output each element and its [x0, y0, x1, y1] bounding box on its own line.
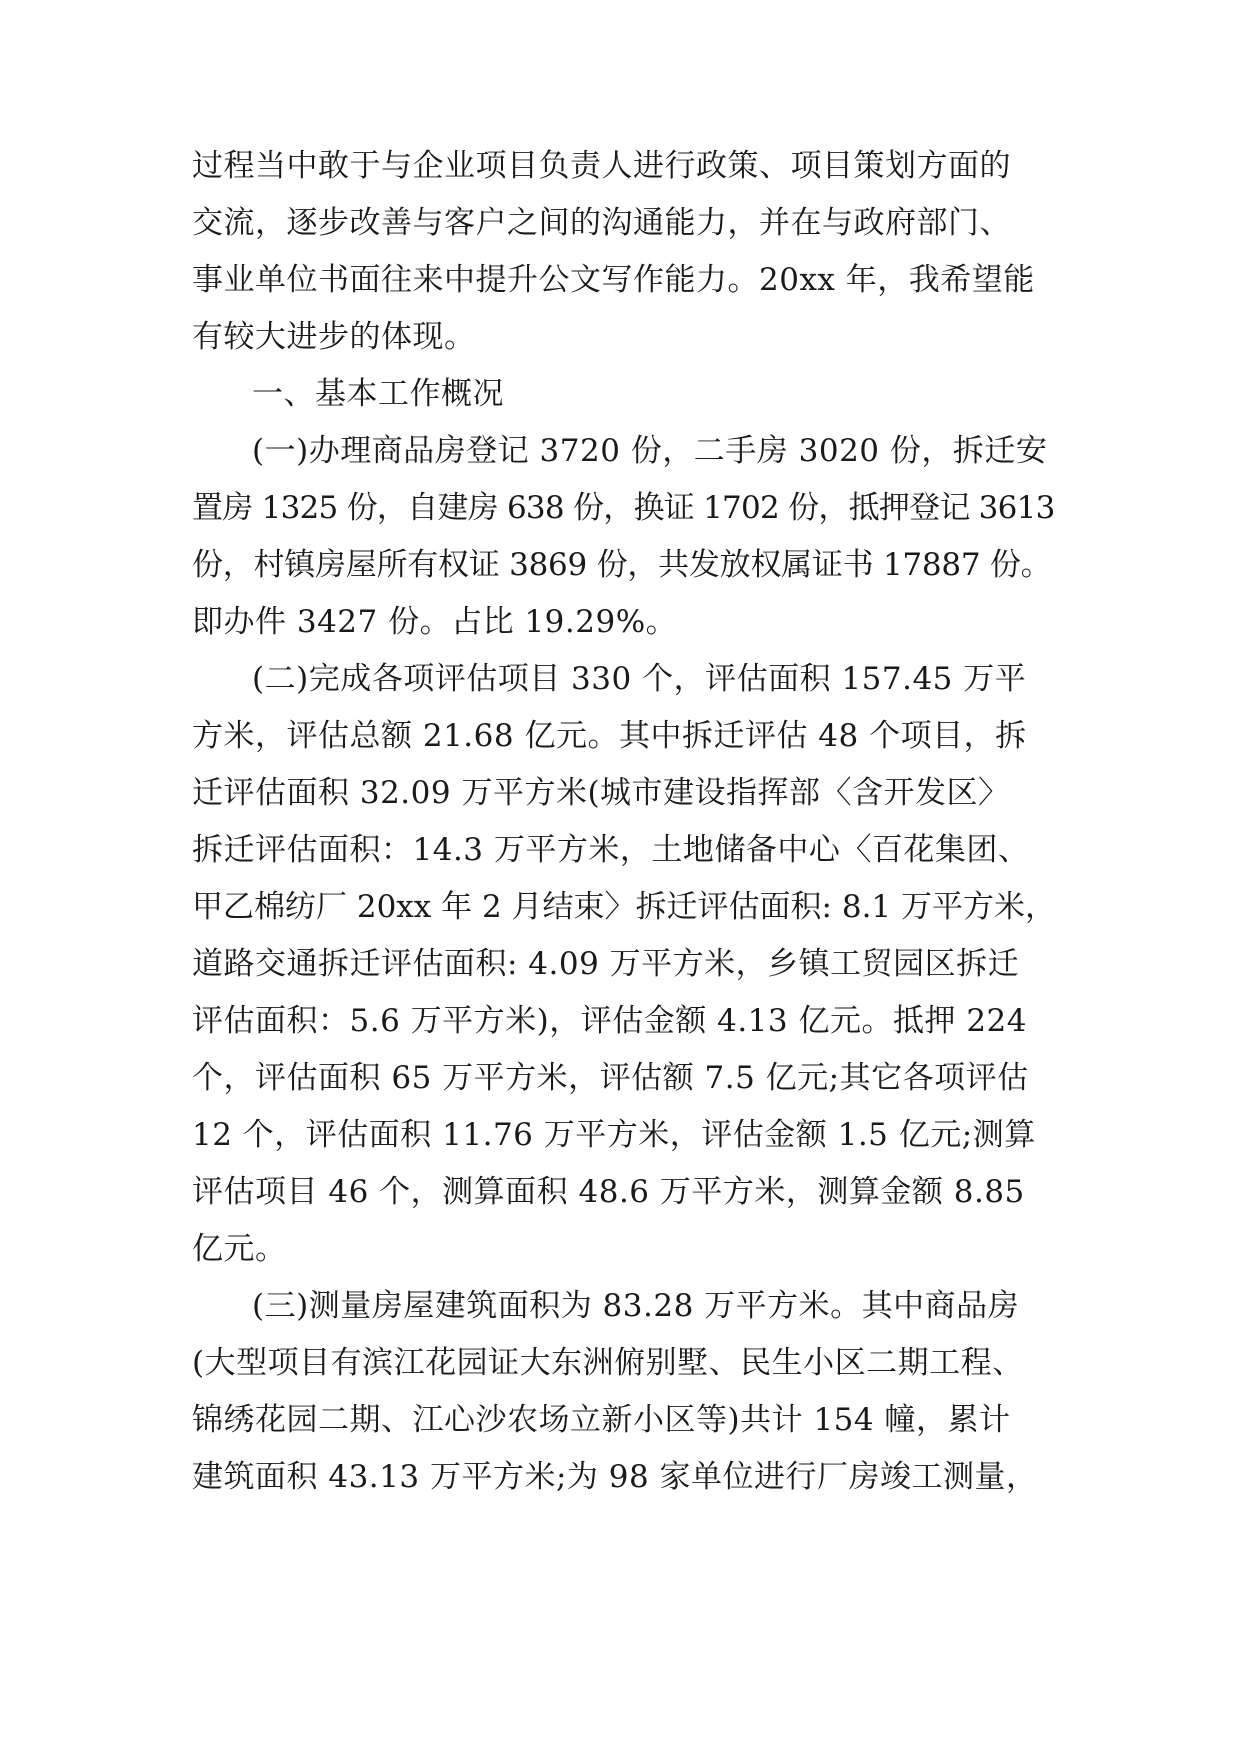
text-line: 拆迁评估面积：14.3 万平方米，土地储备中心〈百花集团、 — [192, 832, 1030, 868]
text-line: (大型项目有滨江花园证大东洲俯别墅、民生小区二期工程、 — [192, 1345, 1024, 1381]
text-line: 个，评估面积 65 万平方米，评估额 7.5 亿元;其它各项评估 — [192, 1060, 1029, 1096]
text-line: 12 个，评估面积 11.76 万平方米，评估金额 1.5 亿元;测算 — [192, 1117, 1036, 1153]
text-line: 评估项目 46 个，测算面积 48.6 万平方米，测算金额 8.85 — [192, 1174, 1025, 1210]
text-line: 方米，评估总额 21.68 亿元。其中拆迁评估 48 个项目，拆 — [192, 718, 1027, 754]
text-line: 即办件 3427 份。占比 19.29%。 — [192, 604, 678, 640]
text-line: (一)办理商品房登记 3720 份，二手房 3020 份，拆迁安 — [252, 433, 1048, 469]
section-heading: 一、基本工作概况 — [252, 376, 504, 412]
text-line: 建筑面积 43.13 万平方米;为 98 家单位进行厂房竣工测量， — [192, 1459, 1038, 1495]
text-line: 甲乙棉纺厂 20xx 年 2 月结束〉拆迁评估面积: 8.1 万平方米， — [192, 889, 1057, 925]
text-line: (三)测量房屋建筑面积为 83.28 万平方米。其中商品房 — [252, 1288, 1020, 1324]
text-line: (二)完成各项评估项目 330 个，评估面积 157.45 万平 — [252, 661, 1027, 697]
text-line: 道路交通拆迁评估面积: 4.09 万平方米，乡镇工贸园区拆迁 — [192, 946, 1020, 982]
text-line: 评估面积：5.6 万平方米)，评估金额 4.13 亿元。抵押 224 — [192, 1003, 1028, 1039]
text-line: 过程当中敢于与企业项目负责人进行政策、项目策划方面的 — [192, 148, 1011, 184]
text-line: 有较大进步的体现。 — [192, 319, 476, 355]
text-line: 亿元。 — [192, 1231, 287, 1267]
text-line: 锦绣花园二期、江心沙农场立新小区等)共计 154 幢，累计 — [192, 1402, 1011, 1438]
text-line: 迁评估面积 32.09 万平方米(城市建设指挥部〈含开发区〉 — [192, 775, 1010, 811]
text-line: 交流，逐步改善与客户之间的沟通能力，并在与政府部门、 — [192, 205, 1011, 241]
text-line: 份，村镇房屋所有权证 3869 份，共发放权属证书 17887 份。 — [192, 547, 1052, 583]
text-line: 事业单位书面往来中提升公文写作能力。20xx 年，我希望能 — [192, 262, 1035, 298]
text-line: 置房 1325 份，自建房 638 份，换证 1702 份，抵押登记 3613 — [192, 490, 1055, 526]
